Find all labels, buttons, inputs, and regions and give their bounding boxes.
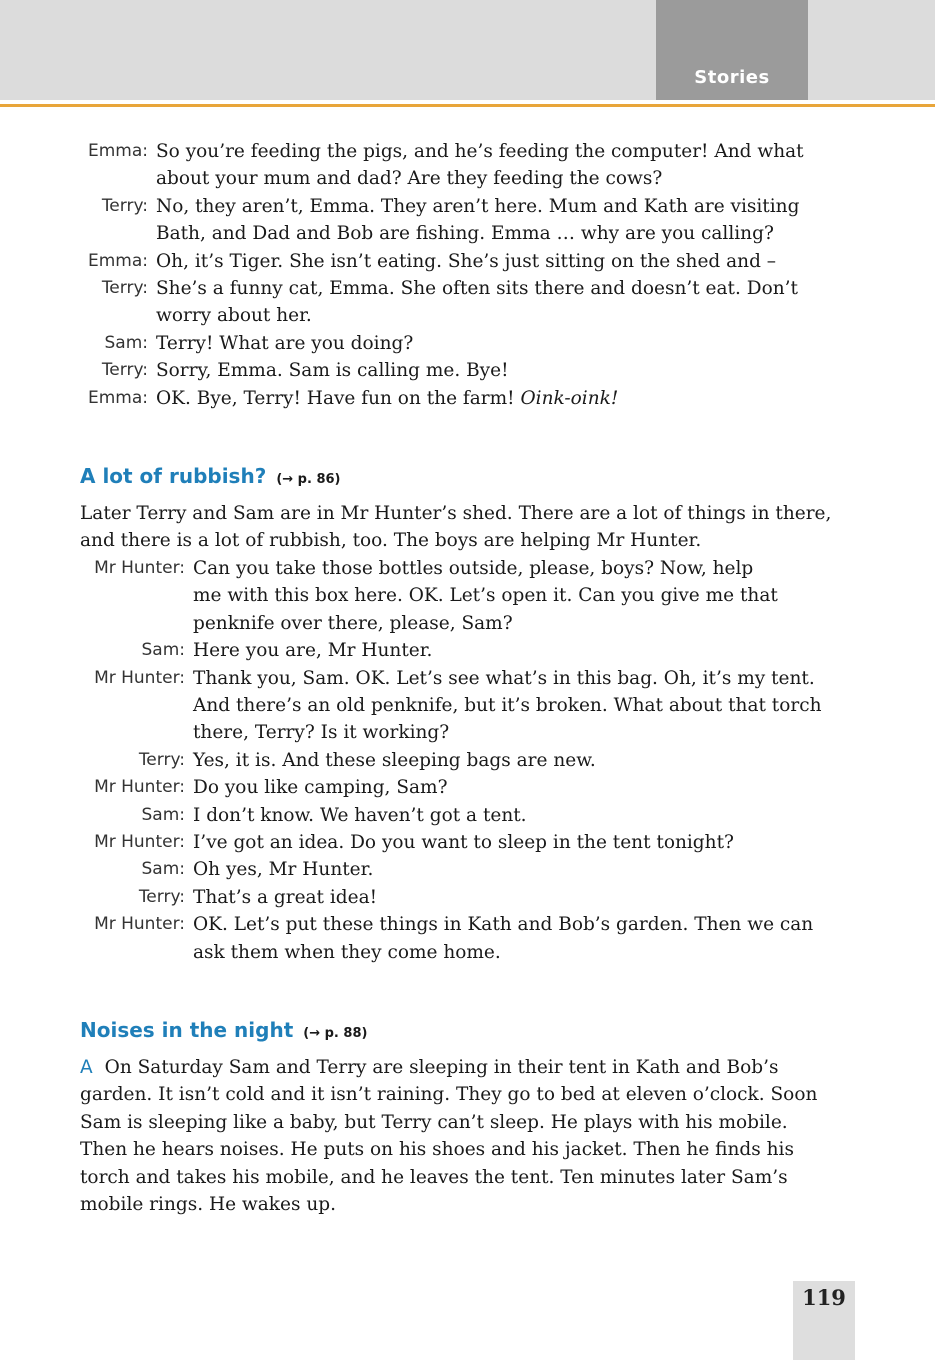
- paragraph-line: mobile rings. He wakes up.: [80, 1194, 336, 1215]
- speaker-label: [80, 165, 148, 192]
- section-title-noises: [80, 1018, 850, 1042]
- speaker-label: Sam:: [141, 859, 185, 880]
- speaker-label: Terry:: [138, 886, 185, 907]
- dialogue-line: Sorry, Emma. Sam is calling me. Bye!: [156, 360, 509, 382]
- dialogue-line: me with this box here. OK. Let’s open it. Can you give me that: [193, 585, 778, 607]
- dialogue-line: Oh, it’s Tiger. She isn’t eating. She’s just sitting on the shed and –: [156, 250, 777, 272]
- speaker-label: [80, 939, 185, 966]
- dialogue-line: OK. Let’s put these things in Kath and Bob’s garden. Then we can: [193, 914, 814, 936]
- dialogue-shed: [80, 555, 850, 966]
- section-title-rubbish: [80, 464, 850, 488]
- section-tab: [656, 0, 808, 100]
- section-title-text: Noises in the night: [80, 1017, 294, 1042]
- speaker-label: [80, 582, 185, 609]
- paragraph-line: Then he hears noises. He puts on his shoes and his jacket. Then he finds his: [80, 1139, 794, 1161]
- speaker-label: Terry:: [101, 360, 148, 381]
- dialogue-line: And there’s an old penknife, but it’s broken. What about that torch: [193, 694, 822, 716]
- dialogue-line: I’ve got an idea. Do you want to sleep in the tent tonight?: [193, 831, 734, 853]
- dialogue-line: I don’t know. We haven’t got a tent.: [193, 804, 527, 826]
- paragraph-line: A On Saturday Sam and Terry are sleeping in their tent in Kath and Bob’s: [80, 1056, 779, 1078]
- dialogue-line: That’s a great idea!: [193, 886, 378, 908]
- dialogue-line: penknife over there, please, Sam?: [193, 612, 513, 634]
- speaker-label: [80, 220, 148, 247]
- dialogue-line: She’s a funny cat, Emma. She often sits there and doesn’t eat. Don’t: [156, 278, 798, 300]
- paragraph-line: and there is a lot of rubbish, too. The boys are helping Mr Hunter.: [80, 530, 702, 552]
- dialogue-line: Oh yes, Mr Hunter.: [193, 859, 374, 881]
- speaker-label: Sam:: [104, 332, 148, 353]
- page-reference: (→ p. 86): [276, 472, 341, 488]
- page-reference: (→ p. 88): [303, 1025, 368, 1041]
- page-number: 119: [802, 1285, 846, 1310]
- speaker-label: Sam:: [141, 640, 185, 661]
- section-tab-label: Stories: [694, 67, 770, 88]
- dialogue-line: Here you are, Mr Hunter.: [193, 640, 433, 662]
- dialogue-line: ask them when they come home.: [193, 941, 501, 963]
- speaker-label: Sam:: [141, 804, 185, 825]
- story-paragraph: [80, 1054, 850, 1218]
- paragraph-line: garden. It isn’t cold and it isn’t raining. They go to bed at eleven o’clock. Soon: [80, 1084, 818, 1106]
- italic-sound: Oink-oink!: [520, 387, 619, 409]
- dialogue-line: Yes, it is. And these sleeping bags are new.: [193, 749, 596, 771]
- paragraph-marker: A: [80, 1056, 93, 1078]
- dialogue-line: Bath, and Dad and Bob are fishing. Emma … why are you calling?: [156, 223, 774, 245]
- dialogue-line: Terry! What are you doing?: [156, 332, 414, 354]
- dialogue-line: worry about her.: [156, 305, 312, 327]
- speaker-label: [80, 610, 185, 637]
- dialogue-emma-terry: [80, 138, 850, 412]
- speaker-label: Emma:: [87, 250, 148, 271]
- dialogue-line: there, Terry? Is it working?: [193, 722, 450, 744]
- speaker-label: Emma:: [87, 387, 148, 408]
- speaker-label: Mr Hunter:: [94, 557, 185, 578]
- dialogue-line: So you’re feeding the pigs, and he’s feeding the computer! And what: [156, 141, 804, 162]
- speaker-label: Terry:: [101, 195, 148, 216]
- paragraph-line: Sam is sleeping like a baby, but Terry can’t sleep. He plays with his mobile.: [80, 1111, 788, 1133]
- page-number-tab: [793, 1281, 855, 1360]
- speaker-label: [80, 692, 185, 719]
- dialogue-line: No, they aren’t, Emma. They aren’t here. Mum and Kath are visiting: [156, 195, 800, 217]
- dialogue-line: Do you like camping, Sam?: [193, 777, 448, 799]
- page-content: [80, 138, 850, 1218]
- dialogue-line: OK. Bye, Terry! Have fun on the farm! Oink-oink!: [156, 387, 619, 409]
- speaker-label: Terry:: [138, 749, 185, 770]
- speaker-label: Mr Hunter:: [94, 831, 185, 852]
- paragraph-line: torch and takes his mobile, and he leaves the tent. Ten minutes later Sam’s: [80, 1166, 788, 1188]
- speaker-label: [80, 719, 185, 746]
- speaker-label: Emma:: [87, 141, 148, 161]
- speaker-label: Mr Hunter:: [94, 777, 185, 798]
- section-title-text: A lot of rubbish?: [80, 464, 267, 489]
- dialogue-line: Can you take those bottles outside, please, boys? Now, help: [193, 557, 754, 579]
- speaker-label: Mr Hunter:: [94, 667, 185, 688]
- header-divider: [0, 104, 935, 107]
- dialogue-line: about your mum and dad? Are they feeding the cows?: [156, 168, 663, 190]
- dialogue-line: Thank you, Sam. OK. Let’s see what’s in this bag. Oh, it’s my tent.: [193, 667, 815, 689]
- intro-paragraph: [80, 500, 850, 555]
- speaker-label: [80, 302, 148, 329]
- paragraph-line: Later Terry and Sam are in Mr Hunter’s shed. There are a lot of things in there,: [80, 503, 832, 525]
- speaker-label: Terry:: [101, 278, 148, 299]
- speaker-label: Mr Hunter:: [94, 914, 185, 935]
